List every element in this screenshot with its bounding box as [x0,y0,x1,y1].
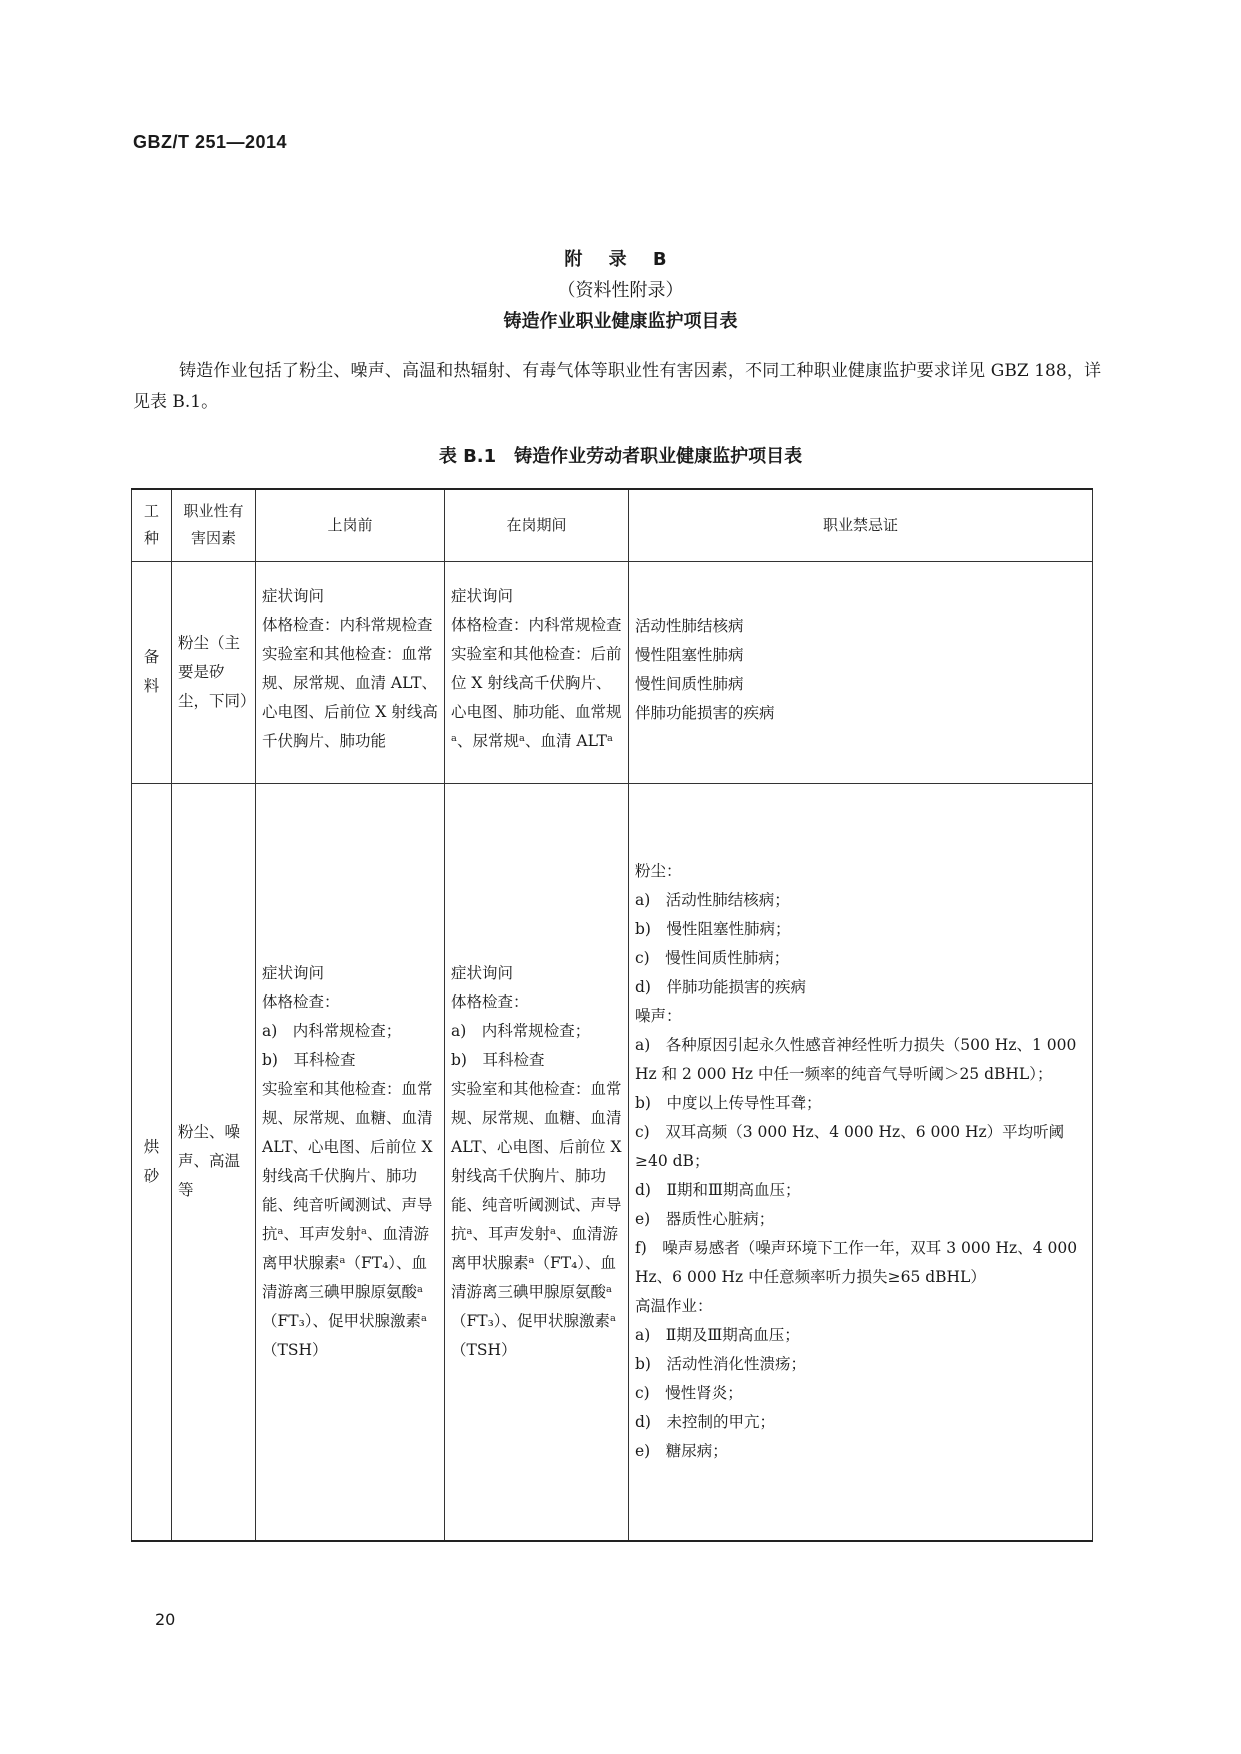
list-item: 慢性阻塞性肺病 [635,645,744,664]
list-item: 症状询问 [262,586,325,605]
list-item: 实验室和其他检查：血常规、尿常规、血糖、血清 ALT、心电图、后前位 X 射线高千伏胸片、肺功能、纯音听阈测试、声导抗ᵃ、耳声发射ᵃ、血清游离甲状腺素ᵃ（FT₄）、血清游离三碘甲腺原氨酸ᵃ（FT₃）、促甲状腺激素ᵃ（TSH） [451,1079,622,1359]
list-item: b) 活动性消化性溃疡； [635,1355,806,1374]
list-item: b) 耳科检查 [262,1050,356,1069]
list-item: 噪声： [635,1007,682,1026]
header-contraindication: 职业禁忌证 [629,489,1093,561]
cell-on-job [445,783,629,1541]
table-title: 表 B.1 铸造作业劳动者职业健康监护项目表 [438,446,803,467]
table-row [132,783,1093,1541]
list-item: 实验室和其他检查：后前位 X 射线高千伏胸片、心电图、肺功能、血常规ᵃ、尿常规ᵃ、血清 ALTᵃ [451,644,622,750]
header-pre-job: 上岗前 [256,489,445,561]
list-item: 慢性间质性肺病 [635,674,744,693]
list-item: a) 活动性肺结核病； [635,891,790,910]
list-item: e) 糖尿病； [635,1442,728,1461]
appendix-title: 铸造作业职业健康监护项目表 [503,311,738,332]
appendix-type: （资料性附录） [557,280,684,301]
list-item: c) 双耳高频（3 000 Hz、4 000 Hz、6 000 Hz）平均听阈≥40 dB； [635,1123,1065,1171]
header-job-type: 工种 [132,489,172,561]
cell-on-job [445,561,629,783]
page-number: 20 [155,1610,176,1629]
list-item: e) 器质性心脏病； [635,1210,775,1229]
appendix-label: 附 录 B [564,249,677,270]
list-item: b) 慢性阻塞性肺病； [635,920,791,939]
list-item: 症状询问 [451,586,514,605]
cell-hazard: 粉尘、噪声、高温等 [172,783,256,1541]
list-item: a) 内科常规检查； [262,1021,402,1040]
cell-hazard: 粉尘（主要是矽尘，下同） [172,561,256,783]
list-item: 活动性肺结核病 [635,616,744,635]
list-item: d) 伴肺功能损害的疾病 [635,978,806,997]
cell-contraindication [629,783,1093,1541]
list-item: a) Ⅱ期及Ⅲ期高血压； [635,1326,800,1345]
cell-job-type: 备料 [132,561,172,783]
list-item: a) 各种原因引起永久性感音神经性听力损失（500 Hz、1 000 Hz 和 2 000 Hz 中任一频率的纯音气导听阈＞25 dBHL）； [635,1036,1077,1084]
list-item: 伴肺功能损害的疾病 [635,703,775,722]
list-item: 体格检查： [262,992,340,1011]
list-item: f) 噪声易感者（噪声环境下工作一年，双耳 3 000 Hz、4 000 Hz、6 000 Hz 中任意频率听力损失≥65 dBHL） [635,1239,1078,1287]
list-item: a) 内科常规检查； [451,1021,591,1040]
header-hazard: 职业性有害因素 [172,489,256,561]
list-item: d) Ⅱ期和Ⅲ期高血压； [635,1181,801,1200]
cell-pre-job [256,783,445,1541]
cell-job-type: 烘砂 [132,783,172,1541]
list-item: c) 慢性间质性肺病； [635,949,790,968]
list-item: 体格检查：内科常规检查 [262,615,433,634]
list-item: b) 耳科检查 [451,1050,545,1069]
list-item: 实验室和其他检查：血常规、尿常规、血糖、血清 ALT、心电图、后前位 X 射线高千伏胸片、肺功能、纯音听阈测试、声导抗ᵃ、耳声发射ᵃ、血清游离甲状腺素ᵃ（FT₄）、血清游离三碘甲腺原氨酸ᵃ（FT₃）、促甲状腺激素ᵃ（TSH） [262,1079,433,1359]
list-item: 实验室和其他检查：血常规、尿常规、血清 ALT、心电图、后前位 X 射线高千伏胸片、肺功能 [262,644,438,750]
health-monitoring-table [131,488,1093,1542]
cell-contraindication [629,561,1093,783]
header-on-job: 在岗期间 [445,489,629,561]
table-header-row [132,489,1093,561]
intro-paragraph: 铸造作业包括了粉尘、噪声、高温和热辐射、有毒气体等职业性有害因素，不同工种职业健康监护要求详见 GBZ 188，详见表 B.1。 [133,361,1101,412]
list-item: 症状询问 [451,963,514,982]
list-item: 体格检查： [451,992,529,1011]
list-item: b) 中度以上传导性耳聋； [635,1094,822,1113]
list-item: 症状询问 [262,963,325,982]
list-item: 高温作业： [635,1297,713,1316]
list-item: d) 未控制的甲亢； [635,1413,775,1432]
cell-pre-job [256,561,445,783]
standard-code: GBZ/T 251—2014 [133,132,288,152]
list-item: 体格检查：内科常规检查 [451,615,622,634]
table-row [132,561,1093,783]
list-item: 粉尘： [635,862,682,881]
list-item: c) 慢性肾炎； [635,1384,743,1403]
